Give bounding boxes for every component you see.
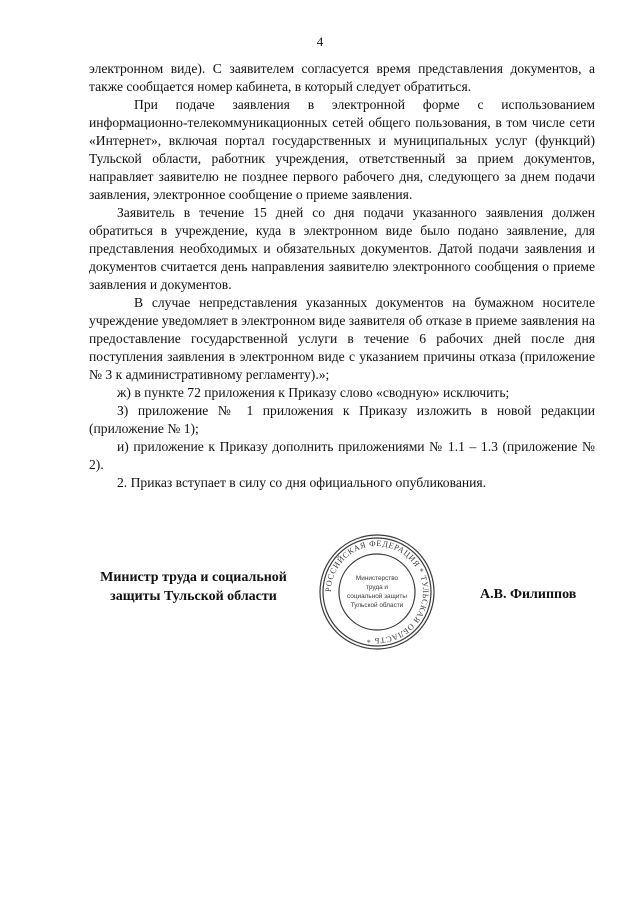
signatory-title-line-2: защиты Тульской области	[110, 589, 277, 604]
paragraph-3: Заявитель в течение 15 дней со дня подачи указанного заявления должен обратиться в учреждение, куда в электронном виде было подано заявление, для представления необходимых и обязательных документов. Датой подачи заявления и документов считается день направления заявителю электронного сообщения о приеме заявления и документов.	[89, 205, 595, 292]
seal-line-4: Тульской области	[350, 602, 404, 609]
svg-text:РОССИЙСКАЯ ФЕДЕРАЦИЯ * ТУЛЬСКА	[324, 539, 430, 645]
signatory-title	[86, 568, 301, 606]
page-number: 4	[316, 34, 324, 49]
paragraph-7: и) приложение к Приказу дополнить приложениями № 1.1 – 1.3 (приложение № 2).	[89, 439, 595, 472]
paragraph-5: ж) в пункте 72 приложения к Приказу слово «сводную» исключить;	[117, 385, 510, 400]
paragraph-8: 2. Приказ вступает в силу со дня официального опубликования.	[117, 475, 487, 490]
signatory-title-line-1: Министр труда и социальной	[100, 570, 287, 585]
paragraph-4: В случае непредставления указанных документов на бумажном носителе учреждение уведомляет в электронном виде заявителя об отказе в приеме заявления на предоставление государственной услуги в течение 6 рабочих дней после дня поступления заявления в электронном виде с указанием причины отказа (приложение № 3 к административному регламенту).»;	[89, 295, 595, 382]
paragraph-6: З) приложение № 1 приложения к Приказу изложить в новой редакции (приложение № 1);	[89, 403, 595, 436]
seal-ring-text: РОССИЙСКАЯ ФЕДЕРАЦИЯ * ТУЛЬСКАЯ ОБЛАСТЬ *	[323, 538, 431, 646]
paragraph-2: При подаче заявления в электронной форме с использованием информационно-телекоммуникационных сетей общего пользования, в том числе сети «Интернет», включая портал государственных и муниципальных услуг (функций) Тульской области, работник учреждения, ответственный за прием документов, направляет заявителю не позднее первого рабочего дня, следующего за днем подачи заявления, электронное сообщение о приеме заявления.	[89, 97, 595, 202]
paragraph-1: электронном виде). С заявителем согласуется время представления документов, а также сообщается номер кабинета, в который следует обратиться.	[89, 61, 595, 94]
seal-line-2: труда и	[365, 584, 389, 591]
document-body	[89, 60, 595, 492]
seal-line-1: Министерство	[355, 575, 399, 582]
seal-line-3: социальной защиты	[347, 593, 407, 600]
signatory-name: А.В. Филиппов	[480, 587, 577, 602]
official-seal	[318, 533, 436, 651]
